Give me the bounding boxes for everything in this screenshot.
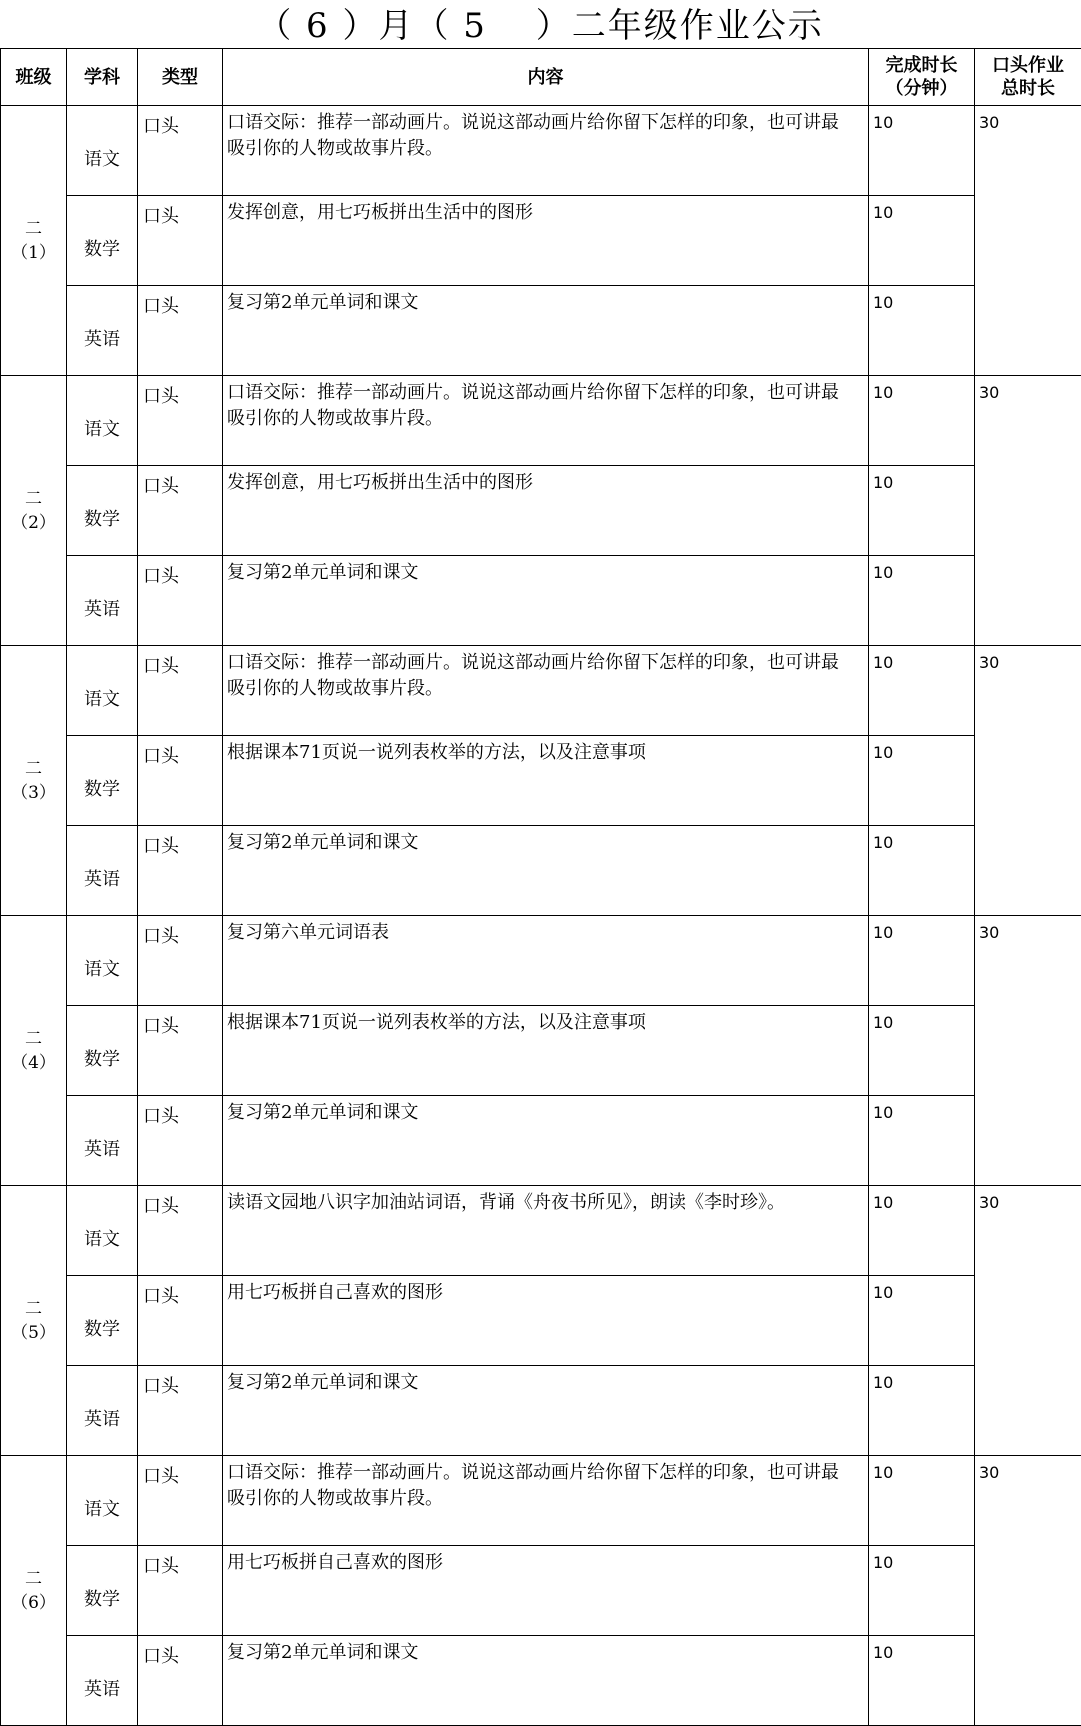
header-oral-total-line2: 总时长 — [1001, 78, 1055, 99]
content-cell: 复习第六单元词语表 — [223, 916, 869, 1006]
duration-cell: 10 — [869, 1636, 975, 1726]
duration-cell: 10 — [869, 376, 975, 466]
duration-cell: 10 — [869, 1186, 975, 1276]
class-grade: 二 — [25, 1299, 42, 1319]
content-cell: 口语交际：推荐一部动画片。说说这部动画片给你留下怎样的印象，也可讲最吸引你的人物或故事片段。 — [223, 1456, 869, 1546]
table-body — [1, 106, 1081, 1726]
table-row — [1, 646, 1081, 736]
oral-total-cell: 30 — [975, 916, 1081, 1186]
class-grade: 二 — [25, 1029, 42, 1049]
content-cell: 读语文园地八识字加油站词语，背诵《舟夜书所见》，朗读《李时珍》。 — [223, 1186, 869, 1276]
duration-cell: 10 — [869, 1366, 975, 1456]
duration-cell: 10 — [869, 196, 975, 286]
class-grade: 二 — [25, 219, 42, 239]
type-cell: 口头 — [138, 916, 223, 1006]
subject-cell: 数学 — [67, 1006, 138, 1096]
class-number: （1） — [11, 243, 56, 263]
table-row — [1, 466, 1081, 556]
subject-cell: 语文 — [67, 376, 138, 466]
header-oral-total-line1: 口头作业 — [992, 55, 1064, 76]
header-oral-total — [975, 49, 1081, 106]
subject-cell: 语文 — [67, 1456, 138, 1546]
homework-table — [0, 48, 1081, 1726]
class-number: （5） — [11, 1323, 56, 1343]
class-cell — [1, 1186, 67, 1456]
subject-cell: 语文 — [67, 106, 138, 196]
content-cell: 口语交际：推荐一部动画片。说说这部动画片给你留下怎样的印象，也可讲最吸引你的人物或故事片段。 — [223, 106, 869, 196]
duration-cell: 10 — [869, 286, 975, 376]
subject-cell: 英语 — [67, 556, 138, 646]
header-duration-line2: （分钟） — [886, 78, 958, 99]
type-cell: 口头 — [138, 1636, 223, 1726]
content-cell: 根据课本71页说一说列表枚举的方法，以及注意事项 — [223, 736, 869, 826]
duration-cell: 10 — [869, 736, 975, 826]
content-cell: 复习第2单元单词和课文 — [223, 1096, 869, 1186]
header-class: 班级 — [1, 49, 67, 106]
class-grade: 二 — [25, 489, 42, 509]
class-number: （4） — [11, 1053, 56, 1073]
oral-total-cell: 30 — [975, 646, 1081, 916]
class-cell — [1, 376, 67, 646]
class-grade: 二 — [25, 759, 42, 779]
oral-total-cell: 30 — [975, 1456, 1081, 1726]
table-row — [1, 826, 1081, 916]
table-row — [1, 1366, 1081, 1456]
subject-cell: 数学 — [67, 1546, 138, 1636]
subject-cell: 英语 — [67, 826, 138, 916]
table-row — [1, 736, 1081, 826]
class-cell — [1, 106, 67, 376]
duration-cell: 10 — [869, 1006, 975, 1096]
table-row — [1, 1006, 1081, 1096]
oral-total-cell: 30 — [975, 106, 1081, 376]
content-cell: 根据课本71页说一说列表枚举的方法，以及注意事项 — [223, 1006, 869, 1096]
subject-cell: 英语 — [67, 286, 138, 376]
table-row — [1, 376, 1081, 466]
class-cell — [1, 646, 67, 916]
type-cell: 口头 — [138, 736, 223, 826]
type-cell: 口头 — [138, 826, 223, 916]
type-cell: 口头 — [138, 376, 223, 466]
table-row — [1, 1546, 1081, 1636]
content-cell: 复习第2单元单词和课文 — [223, 1366, 869, 1456]
content-cell: 复习第2单元单词和课文 — [223, 1636, 869, 1726]
content-cell: 用七巧板拼自己喜欢的图形 — [223, 1276, 869, 1366]
subject-cell: 英语 — [67, 1636, 138, 1726]
type-cell: 口头 — [138, 466, 223, 556]
subject-cell: 英语 — [67, 1096, 138, 1186]
table-row — [1, 1456, 1081, 1546]
class-cell — [1, 916, 67, 1186]
subject-cell: 语文 — [67, 1186, 138, 1276]
subject-cell: 数学 — [67, 736, 138, 826]
table-row — [1, 556, 1081, 646]
class-grade: 二 — [25, 1569, 42, 1589]
class-number: （3） — [11, 783, 56, 803]
content-cell: 口语交际：推荐一部动画片。说说这部动画片给你留下怎样的印象，也可讲最吸引你的人物或故事片段。 — [223, 646, 869, 736]
content-cell: 复习第2单元单词和课文 — [223, 826, 869, 916]
oral-total-cell: 30 — [975, 376, 1081, 646]
class-cell — [1, 1456, 67, 1726]
duration-cell: 10 — [869, 646, 975, 736]
header-content: 内容 — [223, 49, 869, 106]
content-cell: 复习第2单元单词和课文 — [223, 556, 869, 646]
type-cell: 口头 — [138, 1006, 223, 1096]
duration-cell: 10 — [869, 916, 975, 1006]
table-row — [1, 916, 1081, 1006]
content-cell: 复习第2单元单词和课文 — [223, 286, 869, 376]
type-cell: 口头 — [138, 556, 223, 646]
type-cell: 口头 — [138, 1456, 223, 1546]
table-row — [1, 1186, 1081, 1276]
subject-cell: 数学 — [67, 1276, 138, 1366]
content-cell: 发挥创意，用七巧板拼出生活中的图形 — [223, 466, 869, 556]
header-row — [1, 49, 1081, 106]
type-cell: 口头 — [138, 286, 223, 376]
duration-cell: 10 — [869, 1096, 975, 1186]
table-row — [1, 1096, 1081, 1186]
subject-cell: 英语 — [67, 1366, 138, 1456]
subject-cell: 数学 — [67, 466, 138, 556]
duration-cell: 10 — [869, 1276, 975, 1366]
subject-cell: 数学 — [67, 196, 138, 286]
table-row — [1, 1636, 1081, 1726]
type-cell: 口头 — [138, 1276, 223, 1366]
header-duration — [869, 49, 975, 106]
type-cell: 口头 — [138, 106, 223, 196]
type-cell: 口头 — [138, 646, 223, 736]
duration-cell: 10 — [869, 1456, 975, 1546]
content-cell: 用七巧板拼自己喜欢的图形 — [223, 1546, 869, 1636]
duration-cell: 10 — [869, 826, 975, 916]
type-cell: 口头 — [138, 1186, 223, 1276]
type-cell: 口头 — [138, 1096, 223, 1186]
type-cell: 口头 — [138, 1546, 223, 1636]
duration-cell: 10 — [869, 106, 975, 196]
header-type: 类型 — [138, 49, 223, 106]
duration-cell: 10 — [869, 556, 975, 646]
header-subject: 学科 — [67, 49, 138, 106]
page-title: （ 6 ）月（ 5 ）二年级作业公示 — [0, 0, 1081, 48]
table-row — [1, 1276, 1081, 1366]
class-number: （2） — [11, 513, 56, 533]
type-cell: 口头 — [138, 196, 223, 286]
type-cell: 口头 — [138, 1366, 223, 1456]
subject-cell: 语文 — [67, 646, 138, 736]
table-row — [1, 106, 1081, 196]
header-duration-line1: 完成时长 — [886, 55, 958, 76]
oral-total-cell: 30 — [975, 1186, 1081, 1456]
duration-cell: 10 — [869, 466, 975, 556]
content-cell: 发挥创意，用七巧板拼出生活中的图形 — [223, 196, 869, 286]
duration-cell: 10 — [869, 1546, 975, 1636]
subject-cell: 语文 — [67, 916, 138, 1006]
table-row — [1, 286, 1081, 376]
class-number: （6） — [11, 1593, 56, 1613]
content-cell: 口语交际：推荐一部动画片。说说这部动画片给你留下怎样的印象，也可讲最吸引你的人物或故事片段。 — [223, 376, 869, 466]
table-row — [1, 196, 1081, 286]
